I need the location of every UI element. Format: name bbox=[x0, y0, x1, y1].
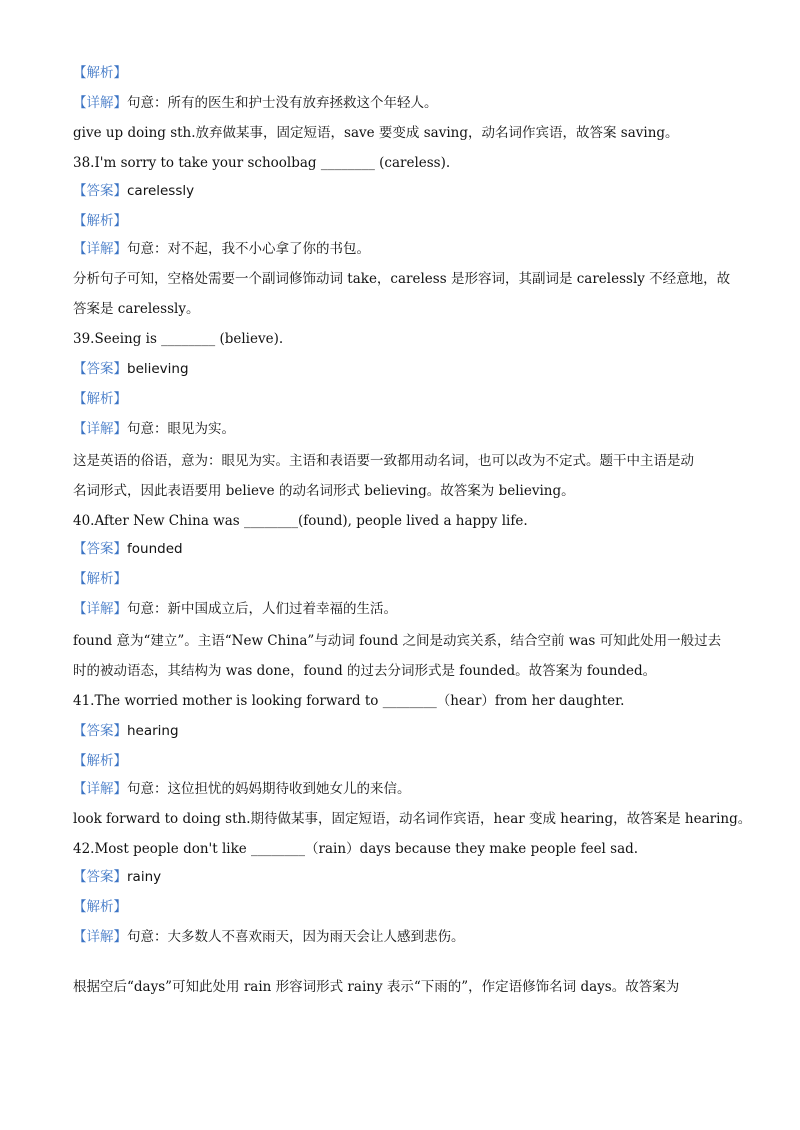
line-text: believing bbox=[127, 361, 189, 377]
section-tag: 【解析】 bbox=[73, 391, 127, 407]
section-tag: 【答案】 bbox=[73, 723, 127, 739]
analysis-heading bbox=[73, 898, 740, 916]
line-text: carelessly bbox=[127, 183, 195, 199]
text-line: 40.After New China was ________(found), people lived a happy life. bbox=[73, 513, 528, 529]
analysis-heading bbox=[73, 212, 740, 230]
line-text: 句意：对不起，我不小心拿了你的书包。 bbox=[127, 241, 370, 257]
analysis-heading bbox=[73, 64, 740, 82]
text-line: 名词形式，因此表语要用 believe 的动名词形式 believing。故答案为 believing。 bbox=[73, 483, 575, 499]
line-text: 句意：这位担忧的妈妈期待收到她女儿的来信。 bbox=[127, 781, 411, 797]
section-tag: 【答案】 bbox=[73, 869, 127, 885]
section-tag: 【答案】 bbox=[73, 541, 127, 557]
text-line bbox=[73, 94, 740, 112]
text-line bbox=[73, 240, 740, 258]
text-line: found 意为“建立”。主语“New China”与动词 found 之间是动宾关系，结合空前 was 可知此处用一般过去 bbox=[73, 633, 722, 649]
text-line: 39.Seeing is ________ (believe). bbox=[73, 331, 284, 347]
section-tag: 【解析】 bbox=[73, 213, 127, 229]
text-line: look forward to doing sth.期待做某事，固定短语，动名词作宾语，hear 变成 hearing，故答案是 hearing。 bbox=[73, 811, 752, 827]
analysis-heading bbox=[73, 570, 740, 588]
section-tag: 【详解】 bbox=[73, 95, 127, 111]
line-text: founded bbox=[127, 541, 183, 557]
line-text: hearing bbox=[127, 723, 179, 739]
analysis-heading bbox=[73, 390, 740, 408]
line-text: rainy bbox=[127, 869, 162, 885]
text-line bbox=[73, 780, 740, 798]
text-line: give up doing sth.放弃做某事，固定短语，save 要变成 saving，动名词作宾语，故答案 saving。 bbox=[73, 125, 679, 141]
answer-line bbox=[73, 360, 740, 378]
text-line bbox=[73, 928, 740, 946]
section-tag: 【解析】 bbox=[73, 65, 127, 81]
section-tag: 【解析】 bbox=[73, 571, 127, 587]
text-line: 42.Most people don't like ________（rain）days because they make people feel sad. bbox=[73, 841, 639, 857]
text-line: 41.The worried mother is looking forward to ________（hear）from her daughter. bbox=[73, 693, 625, 709]
section-tag: 【详解】 bbox=[73, 421, 127, 437]
line-text: 句意：新中国成立后，人们过着幸福的生活。 bbox=[127, 601, 397, 617]
text-line: 时的被动语态，其结构为 was done，found 的过去分词形式是 founded。故答案为 founded。 bbox=[73, 663, 657, 679]
section-tag: 【详解】 bbox=[73, 781, 127, 797]
text-line: 根据空后“days”可知此处用 rain 形容词形式 rainy 表示“下雨的”，作定语修饰名词 days。故答案为 bbox=[73, 979, 680, 995]
line-text: 句意：所有的医生和护士没有放弃拯救这个年轻人。 bbox=[127, 95, 438, 111]
section-tag: 【解析】 bbox=[73, 753, 127, 769]
section-tag: 【答案】 bbox=[73, 361, 127, 377]
answer-line bbox=[73, 182, 740, 200]
text-line bbox=[73, 420, 740, 438]
line-text: 句意：大多数人不喜欢雨天，因为雨天会让人感到悲伤。 bbox=[127, 929, 465, 945]
section-tag: 【详解】 bbox=[73, 601, 127, 617]
answer-line bbox=[73, 868, 740, 886]
analysis-heading bbox=[73, 752, 740, 770]
section-tag: 【解析】 bbox=[73, 899, 127, 915]
text-line: 答案是 carelessly。 bbox=[73, 301, 200, 317]
section-tag: 【答案】 bbox=[73, 183, 127, 199]
text-line: 分析句子可知，空格处需要一个副词修饰动词 take，careless 是形容词，其副词是 carelessly 不经意地，故 bbox=[73, 271, 731, 287]
answer-line bbox=[73, 722, 740, 740]
answer-line bbox=[73, 540, 740, 558]
text-line: 38.I'm sorry to take your schoolbag ________ (careless). bbox=[73, 155, 451, 171]
line-text: 句意：眼见为实。 bbox=[127, 421, 235, 437]
text-line: 这是英语的俗语，意为：眼见为实。主语和表语要一致都用动名词，也可以改为不定式。题干中主语是动 bbox=[73, 453, 694, 469]
text-line bbox=[73, 600, 740, 618]
section-tag: 【详解】 bbox=[73, 929, 127, 945]
section-tag: 【详解】 bbox=[73, 241, 127, 257]
